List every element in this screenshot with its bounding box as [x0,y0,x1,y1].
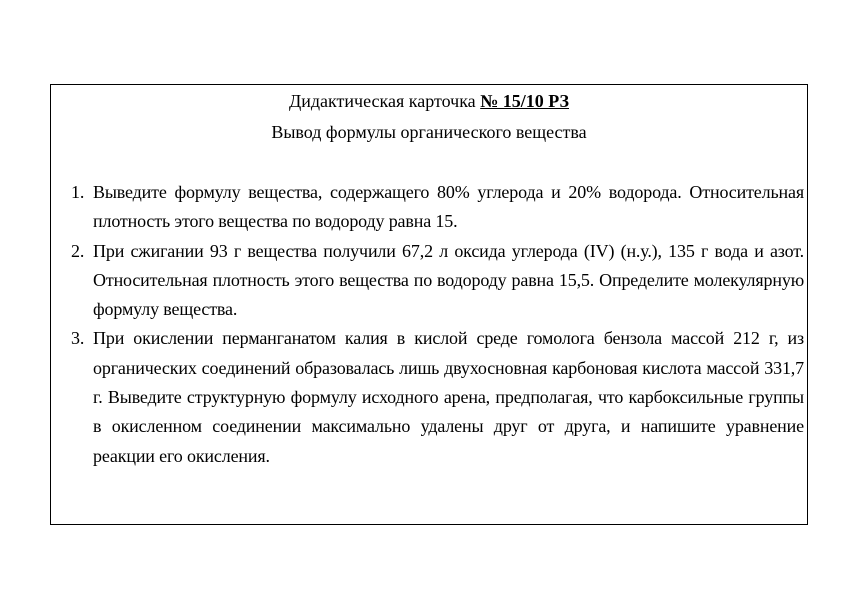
card-title [51,89,807,113]
task-text: При окислении перманганатом калия в кислой среде гомолога бензола массой 212 г, из органических соединений образовалась лишь двухосновная карбоновая кислота массой 331,7 г. Выведите структурную формулу исходного арена, предполагая, что карбоксильные группы в окисленном соединении максимально удалены друг от друга, и напишите уравнение реакции его окисления. [93,328,804,466]
task-list [71,178,804,471]
task-text: Выведите формулу вещества, содержащего 80% углерода и 20% водорода. Относительная плотность этого вещества по водороду равна 15. [93,182,804,232]
task-number: 2. [71,240,85,261]
task-item-1 [71,178,804,237]
task-number: 1. [71,182,85,202]
task-item-2 [71,237,804,325]
card-number: № 15/10 РЗ [480,91,569,111]
card-subtitle: Вывод формулы органического вещества [271,122,587,142]
didactic-card [50,84,808,525]
task-text: При сжигании 93 г вещества получили 67,2 л оксида углерода (IV) (н.у.), 135 г вода и азот. Относительная плотность этого вещества по водороду равна 15,5. Определите молекулярную формулу вещества. [93,240,804,320]
card-title-prefix: Дидактическая карточка [288,91,481,111]
task-item-3 [71,324,804,470]
task-number: 3. [71,328,85,349]
